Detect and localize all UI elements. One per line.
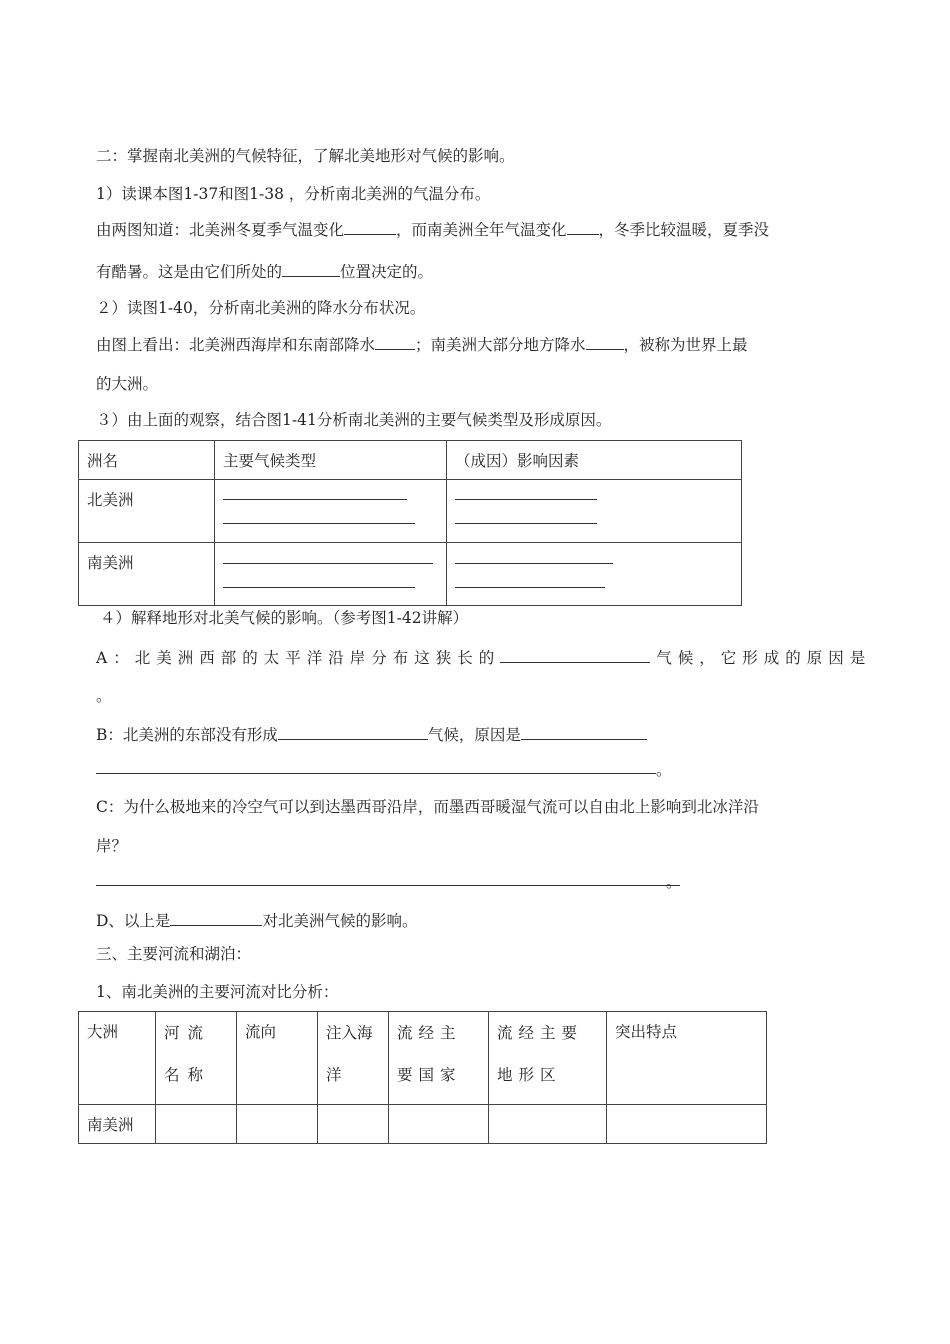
river-row-south-america-label: 南美洲 bbox=[79, 1105, 156, 1144]
qB-text-b: 气候，原因是 bbox=[427, 726, 521, 744]
answer-line[interactable] bbox=[455, 587, 605, 588]
q2-blank-north-precip[interactable] bbox=[375, 333, 415, 350]
q1-blank-location[interactable] bbox=[282, 260, 340, 277]
qD-text-b: 对北美洲气候的影响。 bbox=[262, 912, 418, 930]
q1-title: 1）读课本图1-37和图1-38 ，分析南北美洲的气温分布。 bbox=[96, 185, 491, 203]
q2-line1 bbox=[96, 333, 748, 355]
qB-text-a: B：北美洲的东部没有形成 bbox=[96, 726, 278, 744]
climate-row-north-america-label: 北美洲 bbox=[79, 480, 215, 543]
climate-header-type: 主要气候类型 bbox=[215, 441, 447, 480]
answer-line[interactable] bbox=[455, 499, 597, 500]
river-header-features: 突出特点 bbox=[607, 1012, 767, 1105]
qC-end: 。 bbox=[666, 873, 682, 891]
answer-line[interactable] bbox=[455, 523, 597, 524]
climate-south-type-cell[interactable] bbox=[215, 543, 447, 606]
climate-header-factors: （成因）影响因素 bbox=[447, 441, 742, 480]
river-header-landforms: 流经主要地形区 bbox=[489, 1012, 607, 1105]
qD-blank-factor[interactable] bbox=[170, 909, 262, 926]
section3-heading: 三、主要河流和湖泊： bbox=[96, 945, 252, 963]
q1-blank-south-temp-change[interactable] bbox=[567, 218, 599, 235]
q2-text-c: ，被称为世界上最 bbox=[623, 336, 748, 354]
qB-blank-reason[interactable] bbox=[521, 723, 647, 740]
qA-line bbox=[96, 646, 871, 668]
qC-line2: 岸？ bbox=[96, 837, 128, 855]
qB-blank-climate[interactable] bbox=[278, 723, 428, 740]
river-header-countries: 流经主要国家 bbox=[389, 1012, 489, 1105]
river-cell-ocean[interactable] bbox=[318, 1105, 389, 1144]
river-cell-landforms[interactable] bbox=[489, 1105, 607, 1144]
q2-text-a: 由图上看出：北美洲西海岸和东南部降水 bbox=[96, 336, 376, 354]
climate-table-row bbox=[79, 543, 742, 606]
q1-text-a: 由两图知道：北美洲冬夏季气温变化 bbox=[96, 221, 345, 239]
river-header-ocean: 注入海洋 bbox=[318, 1012, 389, 1105]
section2-heading: 二：掌握南北美洲的气候特征，了解北美地形对气候的影响。 bbox=[96, 147, 515, 165]
climate-table bbox=[78, 440, 742, 606]
climate-row-south-america-label: 南美洲 bbox=[79, 543, 215, 606]
climate-table-header-row bbox=[79, 441, 742, 480]
qB-line bbox=[96, 723, 647, 745]
climate-south-factors-cell[interactable] bbox=[447, 543, 742, 606]
q1-line1 bbox=[96, 218, 769, 240]
river-cell-name[interactable] bbox=[156, 1105, 237, 1144]
climate-table-row bbox=[79, 480, 742, 543]
q1-text-e: 位置决定的。 bbox=[340, 263, 434, 281]
answer-line[interactable] bbox=[455, 563, 613, 564]
qD-text-a: D、以上是 bbox=[96, 912, 171, 930]
qA-blank-climate[interactable] bbox=[500, 646, 650, 663]
climate-header-continent: 洲名 bbox=[79, 441, 215, 480]
river-table-row bbox=[79, 1105, 767, 1144]
qB-end: 。 bbox=[656, 761, 672, 779]
q1-text-c: ，冬季比较温暖，夏季没 bbox=[598, 221, 770, 239]
q1-text-d: 有酷暑。这是由它们所处的 bbox=[96, 263, 283, 281]
river-cell-features[interactable] bbox=[607, 1105, 767, 1144]
q2-blank-south-precip[interactable] bbox=[586, 333, 624, 350]
qC-answer-line[interactable] bbox=[96, 885, 680, 886]
river-header-continent: 大洲 bbox=[79, 1012, 156, 1105]
answer-line[interactable] bbox=[223, 587, 415, 588]
qA-text-b: 气候，它形成的原因是 bbox=[656, 649, 872, 667]
climate-north-type-cell[interactable] bbox=[215, 480, 447, 543]
qA-end: 。 bbox=[96, 687, 112, 705]
q1-blank-north-temp-change[interactable] bbox=[344, 218, 396, 235]
qD-line bbox=[96, 909, 417, 931]
q4-title: ４）解释地形对北美气候的影响。（参考图1-42讲解） bbox=[100, 609, 469, 627]
river-header-direction: 流向 bbox=[237, 1012, 318, 1105]
qB-answer-line[interactable] bbox=[96, 773, 656, 774]
q1-text-b: ，而南美洲全年气温变化 bbox=[396, 221, 567, 239]
river-table bbox=[78, 1011, 767, 1144]
q2-title: ２）读图1-40，分析南北美洲的降水分布状况。 bbox=[96, 299, 426, 317]
climate-north-factors-cell[interactable] bbox=[447, 480, 742, 543]
river-cell-direction[interactable] bbox=[237, 1105, 318, 1144]
qA-text-a: A：北美洲西部的太平洋沿岸分布这狭长的 bbox=[96, 649, 501, 667]
river-cell-countries[interactable] bbox=[389, 1105, 489, 1144]
section3-subheading: 1、南北美洲的主要河流对比分析： bbox=[96, 983, 339, 1001]
q2-line2: 的大洲。 bbox=[96, 375, 159, 393]
q2-text-b: ；南美洲大部分地方降水 bbox=[415, 336, 586, 354]
river-table-header-row bbox=[79, 1012, 767, 1105]
river-header-river-name: 河流名称 bbox=[156, 1012, 237, 1105]
answer-line[interactable] bbox=[223, 523, 415, 524]
q1-line2 bbox=[96, 260, 433, 282]
answer-line[interactable] bbox=[223, 499, 407, 500]
q3-title: ３）由上面的观察，结合图1-41分析南北美洲的主要气候类型及形成原因。 bbox=[96, 411, 612, 429]
answer-line[interactable] bbox=[223, 563, 433, 564]
qC-line1: C：为什么极地来的冷空气可以到达墨西哥沿岸，而墨西哥暖湿气流可以自由北上影响到北冰洋沿 bbox=[96, 798, 759, 816]
